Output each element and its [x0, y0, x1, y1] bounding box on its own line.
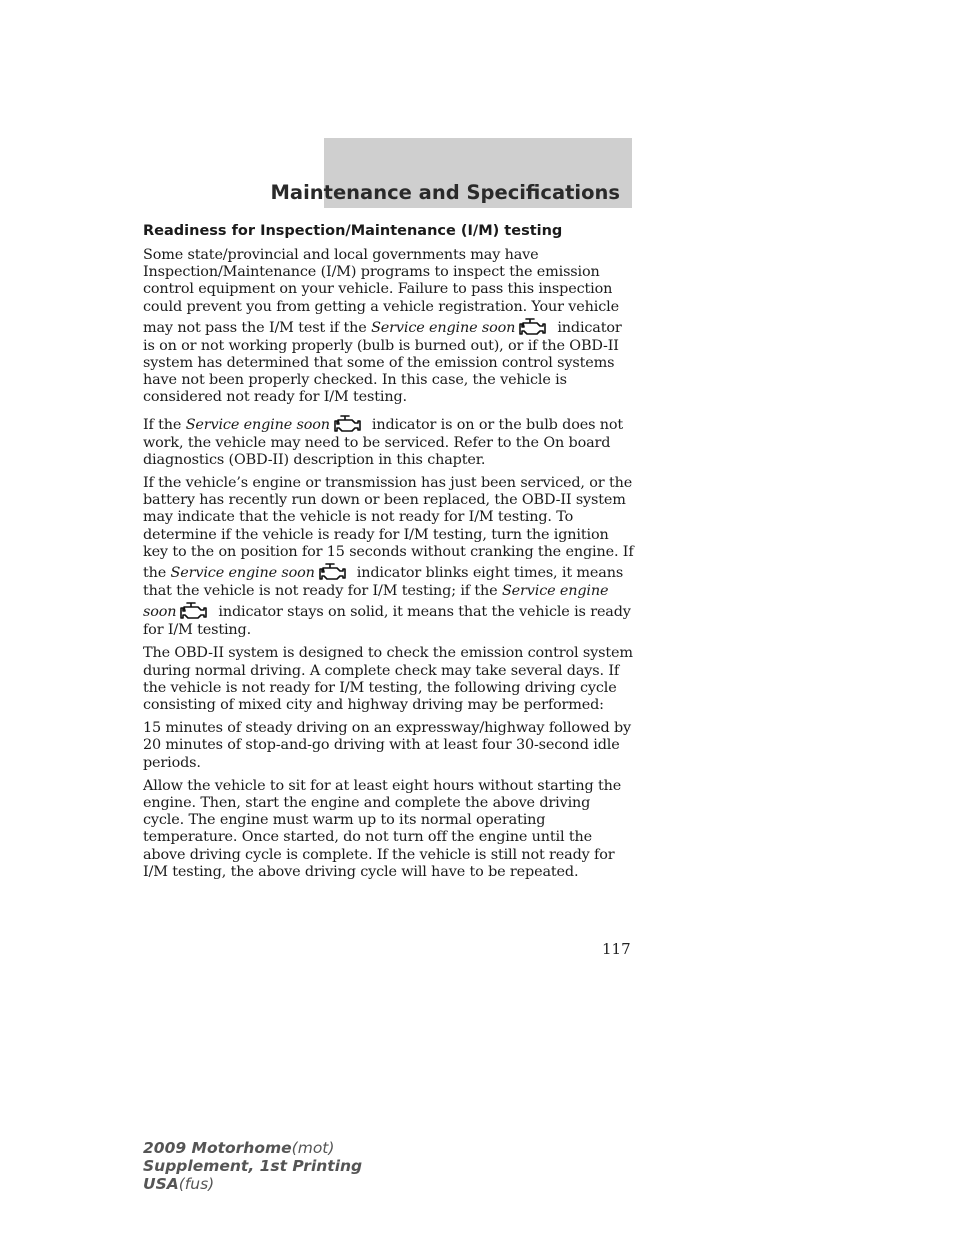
section-header-band	[270, 138, 632, 208]
header-title: Maintenance and Specifications	[270, 181, 620, 204]
paragraph-3: If the vehicle’s engine or transmission has just been serviced, or the battery has recently run down or been replaced, the OBD-II system may indicate that the vehicle is not ready for I/M testing. To determine if the vehicle is ready for I/M testing, turn the ignition key to the on position for 15 seconds without cranking the engine. If the Service engine soon indicator blinks eight times, it means that the vehicle is not ready for I/M testing; if the Service engine soon indicator stays on solid, it means that the vehicle is ready for I/M testing.	[143, 475, 634, 639]
paragraph-4: The OBD-II system is designed to check the emission control system during normal driving. A complete check may take several days. If the vehicle is not ready for I/M testing, the following driving cycle consisting of mixed city and highway driving may be performed:	[143, 645, 633, 714]
check-engine-icon	[178, 600, 208, 622]
print-footer	[143, 1139, 362, 1193]
check-engine-icon	[517, 316, 547, 338]
service-engine-soon-label: Service engine soon	[170, 565, 315, 582]
page-content	[143, 221, 635, 887]
footer-line-1: 2009 Motorhome(mot)	[143, 1139, 335, 1157]
section-heading: Readiness for Inspection/Maintenance (I/M) testing	[143, 223, 563, 239]
paragraph-6: Allow the vehicle to sit for at least eight hours without starting the engine. Then, start the engine and complete the above driving cycle. The engine must warm up to its normal operating temperature. Once started, do not turn off the engine until the above driving cycle is complete. If the vehicle is still not ready for I/M testing, the above driving cycle will have to be repeated.	[143, 777, 622, 880]
service-engine-soon-label: Service engine soon	[143, 583, 609, 621]
footer-line-3: USA(fus)	[143, 1175, 215, 1193]
check-engine-icon	[317, 561, 347, 583]
paragraph-2: If the Service engine soon indicator is on or the bulb does not work, the vehicle may need to be serviced. Refer to the On board diagnostics (OBD-II) description in this chapter.	[143, 413, 635, 469]
page-number: 117	[602, 940, 631, 958]
paragraph-1: Some state/provincial and local governments may have Inspection/Maintenance (I/M) programs to inspect the emission control equipment on your vehicle. Failure to pass this inspection could prevent you from getting a vehicle registration. Your vehicle may not pass the I/M test if the Service engine soon indicator is on or not working properly (bulb is burned out), or if the OBD-II system has determined that some of the emission control systems have not been properly checked. In this case, the vehicle is considered not ready for I/M testing.	[143, 247, 622, 406]
footer-line-2: Supplement, 1st Printing	[143, 1157, 363, 1175]
service-engine-soon-label: Service engine soon	[185, 416, 330, 433]
check-engine-icon	[332, 413, 362, 435]
paragraph-5: 15 minutes of steady driving on an expressway/highway followed by 20 minutes of stop-and-go driving with at least four 30-second idle periods.	[143, 720, 631, 771]
service-engine-soon-label: Service engine soon	[371, 319, 516, 336]
